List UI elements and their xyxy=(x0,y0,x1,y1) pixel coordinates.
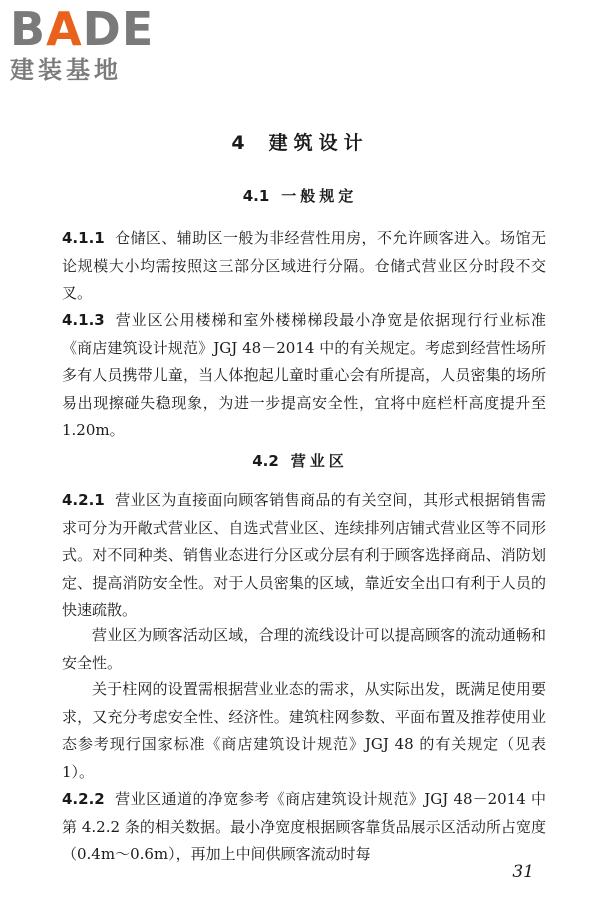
logo-wordmark: BADE xyxy=(10,2,155,56)
clause-number: 4.2.1 xyxy=(62,491,105,509)
paragraph-column-grid xyxy=(62,676,546,786)
section-title: 营业区 xyxy=(290,452,348,470)
clause-4-1-1 xyxy=(62,225,546,308)
paragraph-circulation xyxy=(62,622,546,677)
clause-number: 4.1.1 xyxy=(62,229,105,247)
paragraph-text: 关于柱网的设置需根据营业业态的需求，从实际出发，既满足使用要求，又充分考虑安全性、经济性。建筑柱网参数、平面布置及推荐使用业态参考现行国家标准《商店建筑设计规范》JGJ 48 的有关规定（见表 1）。 xyxy=(62,680,546,781)
clause-4-2-2 xyxy=(62,786,546,869)
clause-4-1-3 xyxy=(62,307,546,445)
clause-text: 营业区为直接面向顾客销售商品的有关空间，其形式根据销售需求可分为开敞式营业区、自选式营业区、连续排列店铺式营业区等不同形式。对不同种类、销售业态进行分区或分层有利于顾客选择商品、消防划定、提高消防安全性。对于人员密集的区域，靠近安全出口有利于人员的快速疏散。 xyxy=(62,491,546,619)
section-number: 4.1 xyxy=(242,187,270,205)
paragraph-text: 营业区为顾客活动区域，合理的流线设计可以提高顾客的流动通畅和安全性。 xyxy=(62,626,546,672)
logo-subtitle: 建装基地 xyxy=(10,56,122,84)
chapter-number: 4 xyxy=(231,132,251,154)
chapter-title: 建筑设计 xyxy=(268,132,369,154)
section-number: 4.2 xyxy=(252,452,279,470)
section-heading-4-2 xyxy=(0,450,600,471)
clause-text: 营业区通道的净宽参考《商店建筑设计规范》JGJ 48－2014 中第 4.2.2 条的相关数据。最小净宽度根据顾客靠货品展示区活动所占宽度（0.4m～0.6m），再加上中间供顾客流动时每 xyxy=(62,790,546,863)
page-number: 31 xyxy=(512,862,534,882)
clause-text: 仓储区、辅助区一般为非经营性用房，不允许顾客进入。场馆无论规模大小均需按照这三部分区域进行分隔。仓储式营业区分时段不交叉。 xyxy=(62,229,546,302)
clause-number: 4.1.3 xyxy=(62,311,105,329)
clause-4-2-1 xyxy=(62,487,546,625)
chapter-heading xyxy=(0,128,600,155)
section-title: 一般规定 xyxy=(281,187,358,205)
clause-text: 营业区公用楼梯和室外楼梯梯段最小净宽是依据现行行业标准《商店建筑设计规范》JGJ 48－2014 中的有关规定。考虑到经营性场所多有人员携带儿童，当人体抱起儿童时重心会有所提高，人员密集的场所易出现擦碰失稳现象，为进一步提高安全性，宜将中庭栏杆高度提升至 1.20m。 xyxy=(62,311,546,439)
brand-logo xyxy=(10,4,180,84)
section-heading-4-1 xyxy=(0,185,600,206)
clause-number: 4.2.2 xyxy=(62,790,105,808)
